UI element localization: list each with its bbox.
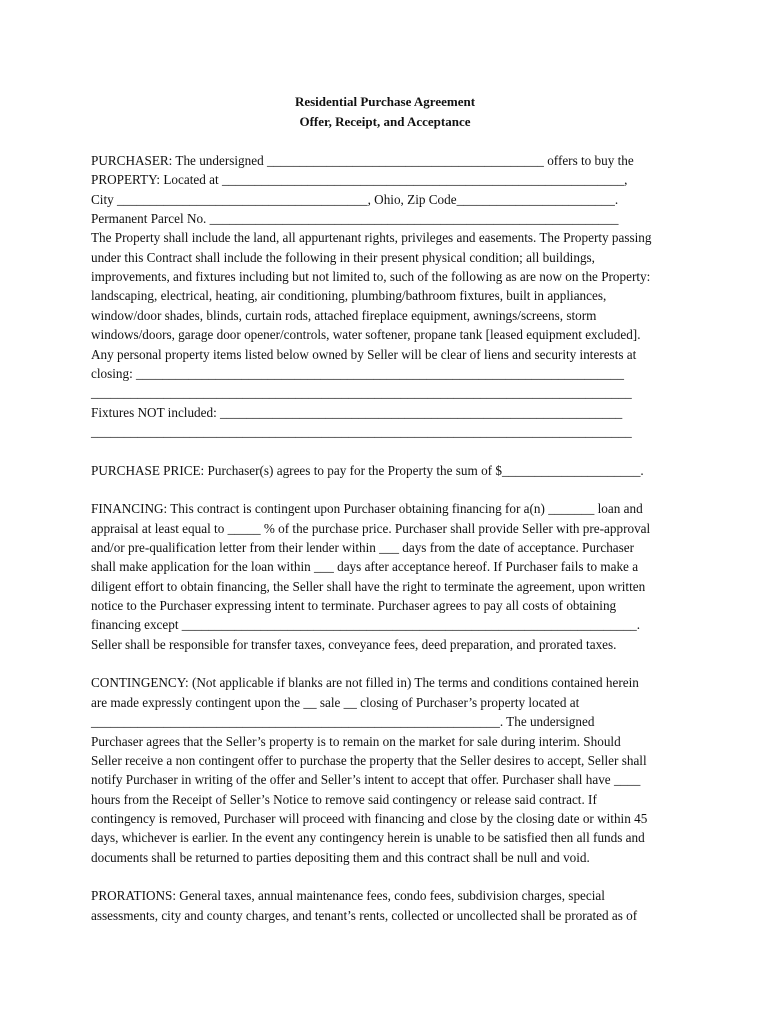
document-line: The Property shall include the land, all appurtenant rights, privileges and easements. The Property passing [91,230,652,246]
document-line: FINANCING: This contract is contingent upon Purchaser obtaining financing for a(n) _______ loan and [91,501,643,517]
document-line: Permanent Parcel No. ______________________________________________________________ [91,211,619,227]
document-line: appraisal at least equal to _____ % of the purchase price. Purchaser shall provide Seller with pre-approval [91,520,651,536]
document-line: window/door shades, blinds, curtain rods, attached fireplace equipment, awnings/screens, storm [91,307,597,323]
document-line: __________________________________________________________________________________ [91,385,632,401]
document-line: contingency is removed, Purchaser will proceed with financing and close by the closing date or within 45 [91,810,648,826]
document-line: Any personal property items listed below owned by Seller will be clear of liens and security interests at [91,346,637,362]
document-line: shall make application for the loan within ___ days after acceptance hereof. If Purchaser fails to make a [91,559,639,575]
document-subtitle: Offer, Receipt, and Acceptance [299,114,471,129]
document-line: __________________________________________________________________________________ [91,423,632,439]
document-line: windows/doors, garage door opener/controls, water softener, propane tank [leased equipment excluded]. [91,327,641,343]
document-line: improvements, and fixtures including but not limited to, such of the following as are now on the Property: [91,269,651,285]
document-line: documents shall be returned to parties depositing them and this contract shall be null and void. [91,849,590,865]
document-line: days, whichever is earlier. In the event any contingency herein is unable to be satisfied then all funds and [91,830,645,846]
document-line: landscaping, electrical, heating, air conditioning, plumbing/bathroom fixtures, built in appliances, [91,288,607,304]
document-line: Seller receive a non contingent offer to purchase the property that the Seller desires to accept, Seller shall [91,752,647,768]
document-line: financing except _____________________________________________________________________. [91,617,641,633]
document-line: Seller shall be responsible for transfer taxes, conveyance fees, deed preparation, and prorated taxes. [91,636,617,652]
document-line: CONTINGENCY: (Not applicable if blanks are not filled in) The terms and conditions contained herein [91,675,639,691]
document-line: under this Contract shall include the following in their present physical condition; all buildings, [91,249,595,265]
document-line: PURCHASE PRICE: Purchaser(s) agrees to pay for the Property the sum of $_____________________. [91,462,644,478]
document-line: and/or pre-qualification letter from their lender within ___ days from the date of acceptance. Purchaser [91,540,635,555]
document-line: assessments, city and county charges, and tenant’s rents, collected or uncollected shall be prorated as of [91,907,638,923]
document-line: diligent effort to obtain financing, the Seller shall have the right to terminate the agreement, upon written [91,578,646,594]
document-line: closing: __________________________________________________________________________ [91,365,624,381]
document-line: PRORATIONS: General taxes, annual maintenance fees, condo fees, subdivision charges, special [91,888,605,904]
document-line: City ______________________________________, Ohio, Zip Code________________________. [91,191,619,207]
document-line: notice to the Purchaser expressing intent to terminate. Purchaser agrees to pay all costs of obtaining [91,598,617,614]
document-line: PURCHASER: The undersigned __________________________________________ offers to buy the [91,153,634,168]
document-line: PROPERTY: Located at _____________________________________________________________, [91,172,628,188]
document-line: Purchaser agrees that the Seller’s property is to remain on the market for sale during interim. Should [91,733,621,749]
document-title: Residential Purchase Agreement [294,94,476,109]
document-line: Fixtures NOT included: _____________________________________________________________ [91,404,623,420]
document-line: ______________________________________________________________. The undersigned [91,714,595,730]
document-line: notify Purchaser in writing of the offer and Seller’s intent to accept that offer. Purchaser shall have ____ [91,772,641,788]
document-line: are made expressly contingent upon the __ sale __ closing of Purchaser’s property located at [91,694,580,710]
document-line: hours from the Receipt of Seller’s Notice to remove said contingency or release said contract. If [91,791,597,807]
